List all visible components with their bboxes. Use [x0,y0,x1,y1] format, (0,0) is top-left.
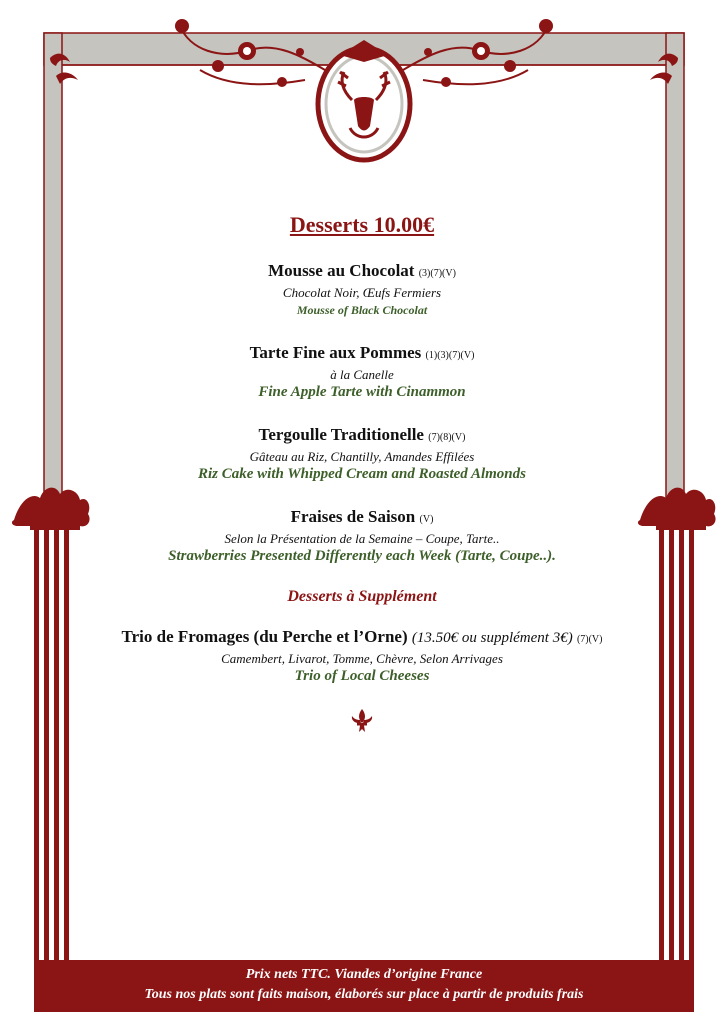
item-allergens: (V) [419,514,434,525]
item-description: Camembert, Livarot, Tomme, Chèvre, Selon Arrivages [221,651,503,666]
item-description: à la Canelle [330,367,394,382]
menu-item [62,342,662,402]
supplement-heading: Desserts à Supplément [287,588,437,605]
item-description: Chocolat Noir, Œufs Fermiers [282,285,442,300]
item-name: Mousse au Chocolat [268,261,415,280]
item-allergens: (1)(3)(7)(V) [425,350,475,361]
supplement-item [62,626,662,686]
item-english: Mousse of Black Chocolat [296,303,428,317]
item-name: Tergoulle Traditionelle [258,425,424,444]
menu-title: Desserts 10.00€ [289,212,435,237]
footer-line-2: Tous nos plats sont faits maison, élaborés sur place à partir de produits frais [144,987,584,1002]
menu-content [62,212,662,734]
item-allergens: (7)(V) [576,634,603,645]
item-name: Tarte Fine aux Pommes [249,343,422,362]
item-english: Trio of Local Cheeses [294,668,430,684]
item-allergens: (7)(8)(V) [428,432,466,443]
item-english: Riz Cake with Whipped Cream and Roasted Almonds [198,466,526,482]
fleur-de-lis-icon [349,708,375,734]
menu-item [62,424,662,484]
item-english: Fine Apple Tarte with Cinammon [258,384,466,400]
item-english: Strawberries Presented Differently each Week (Tarte, Coupe..). [168,548,556,564]
item-price-note: (13.50€ ou supplément 3€) [411,630,573,646]
item-name: Fraises de Saison [290,507,416,526]
menu-item [62,506,662,566]
item-description: Selon la Présentation de la Semaine – Coupe, Tarte.. [224,531,500,546]
item-allergens: (3)(7)(V) [418,268,456,279]
item-description: Gâteau au Riz, Chantilly, Amandes Effilées [249,449,475,464]
footer-banner [34,960,694,1012]
menu-item [62,260,662,320]
footer-line-1: Prix nets TTC. Viandes d’origine France [245,967,483,982]
item-name: Trio de Fromages (du Perche et l’Orne) [121,627,408,646]
